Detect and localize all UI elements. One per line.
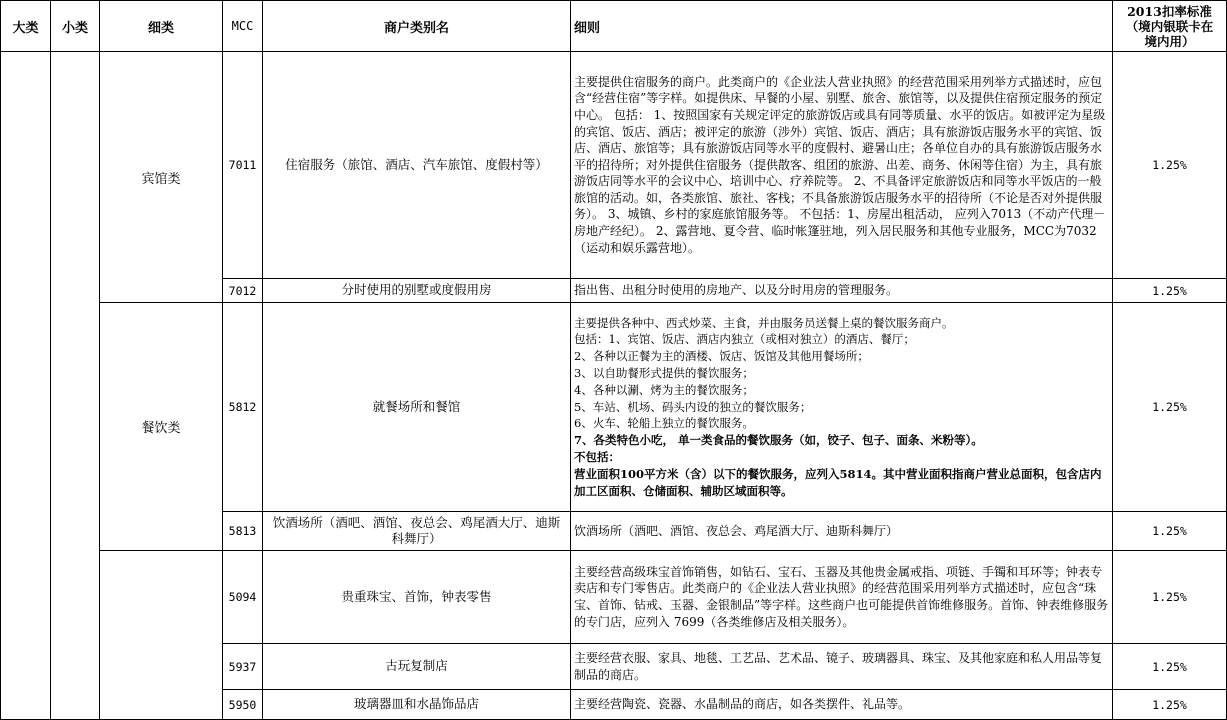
- detail-line: 5、车站、机场、码头内设的独立的餐饮服务；: [574, 399, 812, 414]
- rate-cell: 1.25%: [1113, 52, 1227, 279]
- detail-cell: 指出售、出租分时使用的房地产、以及分时用房的管理服务。: [571, 279, 1113, 303]
- mcc-cell: 5813: [223, 512, 263, 551]
- detail-cell: 主要经营高级珠宝首饰销售，如钻石、宝石、玉器及其他贵金属戒指、项链、手镯和耳环等；钟表专卖店和专门零售店。此类商户的《企业法人营业执照》的经营范围采用列举方式描述时，应包含“珠宝、首饰、钻戒、玉器、金银制品”等字样。这些商户也可能提供首饰维修服务。首饰、钟表维修服务的专门店，应列入 7699（各类维修店及相关服务）。: [571, 551, 1113, 644]
- merchant-name-cell: 就餐场所和餐馆: [263, 303, 571, 512]
- detail-cell: 主要经营衣服、家具、地毯、工艺品、艺术品、镜子、玻璃器具、珠宝、及其他家庭和私人用品等复制品的商店。: [571, 644, 1113, 690]
- header-rate-line2: （境内银联卡在: [1125, 18, 1214, 34]
- rate-cell: 1.25%: [1113, 303, 1227, 512]
- detail-bold-line: 不包括：: [574, 449, 620, 464]
- mcc-cell: 7011: [223, 52, 263, 279]
- header-rate: [1113, 1, 1227, 52]
- detail-bold-line: 营业面积100平方米（含）以下的餐饮服务，应列入5814。其中营业面积指商户营业总面积，包含店内加工区面积、仓储面积、辅助区域面积等。: [574, 466, 1102, 498]
- detail-bold-line: 7、各类特色小吃， 单一类食品的餐饮服务（如，饺子、包子、面条、米粉等）。: [574, 433, 983, 448]
- rate-cell: 1.25%: [1113, 279, 1227, 303]
- merchant-name-cell: 玻璃器皿和水晶饰品店: [263, 690, 571, 720]
- mcc-cell: 5094: [223, 551, 263, 644]
- table-row: [1, 303, 1227, 512]
- minor-cell: [51, 52, 100, 720]
- detail-cell: [571, 303, 1113, 512]
- merchant-name-cell: 饮酒场所（酒吧、酒馆、夜总会、鸡尾酒大厅、迪斯科舞厅）: [263, 512, 571, 551]
- header-major: 大类: [1, 1, 51, 52]
- merchant-name-cell: 住宿服务（旅馆、酒店、汽车旅馆、度假村等）: [263, 52, 571, 279]
- rate-cell: 1.25%: [1113, 512, 1227, 551]
- detail-line: 3、以自助餐形式提供的餐饮服务；: [574, 366, 754, 380]
- header-row: [1, 1, 1227, 52]
- header-rate-line1: 2013扣率标准: [1127, 3, 1212, 19]
- detail-cell: 饮酒场所（酒吧、酒馆、夜总会、鸡尾酒大厅、迪斯科舞厅）: [571, 512, 1113, 551]
- rate-cell: 1.25%: [1113, 690, 1227, 720]
- sub-category-empty: [100, 551, 223, 720]
- detail-line: 6、火车、轮船上独立的餐饮服务。: [574, 416, 754, 431]
- detail-cell: 主要经营陶瓷、瓷器、水晶制品的商店，如各类摆件、礼品等。: [571, 690, 1113, 720]
- table-row: [1, 551, 1227, 644]
- table-row: [1, 52, 1227, 279]
- detail-line: 4、各种以涮、烤为主的餐饮服务；: [574, 382, 754, 397]
- header-merchant: 商户类别名: [263, 1, 571, 52]
- rate-cell: 1.25%: [1113, 644, 1227, 690]
- header-minor: 小类: [51, 1, 100, 52]
- major-cell: [1, 52, 51, 720]
- detail-cell: 主要提供住宿服务的商户。此类商户的《企业法人营业执照》的经营范围采用列举方式描述时，应包含“经营住宿”等字样。如提供床、早餐的小屋、别墅、旅舍、旅馆等，以及提供住宿预定服务的预定中心。 包括： 1、按照国家有关规定评定的旅游饭店或具有同等质量、水平的饭店。如被评定为星级的宾馆、饭店、酒店；被评定的旅游（涉外）宾馆、饭店、酒店；具有旅游饭店服务水平的宾馆、饭店、酒店、旅馆等；具有旅游饭店同等水平的度假村、避暑山庄；各单位自办的具有旅游饭店服务水平的招待所；对外提供住宿服务（提供散客、组团的旅游、出差、商务、休闲等住宿）为主，具有旅游饭店同等水平的会议中心、培训中心、疗养院等。 2、不具备评定旅游饭店和同等水平饭店的一般旅馆的活动。如，各类旅馆、旅社、客栈；不具备旅游饭店服务水平的招待所（不论是否对外提供服务）。 3、城镇、乡村的家庭旅馆服务等。 不包括：1、房屋出租活动， 应列入7013（不动产代理－房地产经纪）。 2、露营地、夏令营、临时帐篷驻地，列入居民服务和其他专业服务，MCC为7032（运动和娱乐露营地）。: [571, 52, 1113, 279]
- sub-category-hotel: 宾馆类: [100, 52, 223, 303]
- detail-line: 2、各种以正餐为主的酒楼、饭店、饭馆及其他用餐场所；: [574, 349, 869, 364]
- header-sub: 细类: [100, 1, 223, 52]
- mcc-cell: 7012: [223, 279, 263, 303]
- mcc-cell: 5937: [223, 644, 263, 690]
- mcc-cell: 5950: [223, 690, 263, 720]
- sub-category-dining: 餐饮类: [100, 303, 223, 551]
- header-mcc: MCC: [223, 1, 263, 52]
- detail-line: 主要提供各种中、西式炒菜、主食，并由服务员送餐上桌的餐饮服务商户。: [574, 315, 954, 330]
- header-rate-line3: 境内用）: [1144, 33, 1195, 49]
- header-detail: 细则: [571, 1, 1113, 52]
- merchant-name-cell: 分时使用的别墅或度假用房: [263, 279, 571, 303]
- mcc-cell: 5812: [223, 303, 263, 512]
- rate-cell: 1.25%: [1113, 551, 1227, 644]
- merchant-name-cell: 贵重珠宝、首饰，钟表零售: [263, 551, 571, 644]
- merchant-name-cell: 古玩复制店: [263, 644, 571, 690]
- detail-line: 包括：1、宾馆、饭店、酒店内独立（或相对独立）的酒店、餐厅；: [574, 332, 915, 347]
